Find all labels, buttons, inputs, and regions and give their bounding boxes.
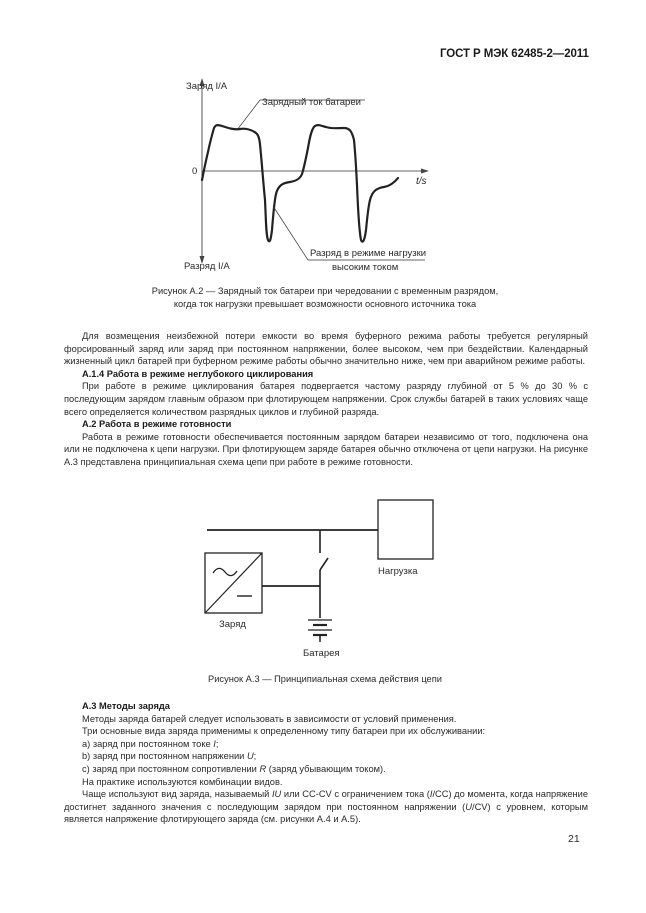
charge-annotation-leader [237, 100, 260, 130]
section-a3-line3: На практике используются комбинации видов. [82, 776, 283, 787]
section-a3 [64, 700, 588, 826]
list-item-b-suffix: ; [253, 751, 257, 762]
list-item-c [64, 763, 588, 776]
iu-text-4: /CV) с уровнем, которым является напряжение флотирующего заряда (см. рисунки А.4 и А.5). [64, 801, 588, 825]
list-item-c-text: c) заряд при постоянном сопротивлении [82, 763, 260, 774]
load-box [378, 500, 433, 559]
list-item-a-suffix: ; [215, 738, 219, 749]
figure-a2-caption [70, 285, 580, 311]
ac-sine-icon [213, 568, 237, 575]
iu-text-1: Чаще используют вид заряда, называемый [82, 789, 272, 800]
figure-a3-caption: Рисунок А.3 — Принципиальная схема действия цепи [208, 674, 442, 684]
list-item-b [64, 750, 588, 763]
figure-a3-circuit-diagram [195, 490, 455, 660]
paragraph-standby-mode: Работа в режиме готовности обеспечивается постоянным зарядом батареи независимо от того, подключена она или не подключена к цепи нагрузки. При флотирующем заряде батарея обычно отключена от цепи нагрузки. На рисунке А.3 представлена принципиальная схема цепи при работе в режиме готовности. [64, 431, 588, 467]
switch-blade [320, 558, 328, 570]
battery-current-curve [202, 125, 398, 242]
heading-a3: А.3 Методы заряда [82, 701, 170, 711]
paragraph-buffer-mode: Для возмещения неизбежной потери емкости во время буферного режима работы требуется регулярный форсированный заряд или заряд при постоянном напряжении, более высоком, чем при бездействии. Календарный жизненный цикл батарей при буферном режиме работы обычно значительно ниже, чем при аварийном режиме работы. [64, 331, 588, 367]
figure-a2-caption-line1: Рисунок А.2 — Зарядный ток батареи при чередовании с временным разрядом, [151, 286, 499, 296]
heading-a14: А.1.4 Работа в режиме неглубокого циклирования [82, 368, 314, 379]
discharge-annotation-line2: высоким током [332, 262, 399, 273]
heading-a2: А.2 Работа в режиме готовности [82, 419, 232, 430]
paragraph-iu-charging [64, 788, 588, 826]
figure-a2-charge-discharge-graph [180, 70, 450, 282]
charger-label: Заряд [219, 619, 246, 630]
list-item-c-var: R [259, 763, 267, 774]
charger-diagonal [205, 553, 262, 613]
list-item-b-var: U [246, 751, 254, 762]
charge-annotation-label: Зарядный ток батареи [262, 97, 361, 108]
list-item-a [64, 738, 588, 751]
zero-label: 0 [192, 166, 198, 177]
y-axis-top-label: Заряд I/A [186, 81, 228, 92]
x-axis-label: t/s [416, 176, 427, 187]
paragraph-shallow-cycling: При работе в режиме циклирования батарея подвергается частому разряду глубиной от 5 % до 30 % с последующим зарядом главным образом при флотирующем напряжении. Срок службы батарей в таких условиях чаще всего определяется количеством разрядных циклов и глубиной разряда. [64, 381, 588, 417]
section-a3-line1: Методы заряда батарей следует использовать в зависимости от условий применения. [82, 713, 457, 724]
u-var: U [465, 801, 472, 812]
list-item-a-var: I [213, 738, 216, 749]
list-item-a-text: a) заряд при постоянном токе [82, 738, 214, 749]
discharge-annotation-line1: Разряд в режиме нагрузки [310, 248, 427, 259]
y-axis-bottom-label: Разряд I/A [184, 261, 230, 272]
figure-a2-caption-line2: когда ток нагрузки превышает возможности основного источника тока [173, 299, 477, 309]
section-a3-line2: Три основные вида заряда применимы к определенному типу батареи при их обслуживании: [82, 726, 486, 737]
battery-label: Батарея [303, 648, 340, 659]
iu-var: IU [271, 789, 282, 800]
load-label: Нагрузка [378, 566, 418, 577]
list-item-b-text: b) заряд при постоянном напряжении [82, 751, 247, 762]
list-item-c-suffix: (заряд убывающим током). [266, 763, 386, 774]
body-text-block [64, 330, 588, 469]
x-axis-arrow-icon [421, 169, 429, 174]
document-standard-header: ГОСТ Р МЭК 62485-2—2011 [440, 48, 589, 60]
iu-text-2: или CC-CV с ограничением тока ( [281, 789, 430, 800]
page-number: 21 [568, 833, 580, 845]
discharge-annotation-leader [273, 206, 308, 260]
i-var: I [429, 789, 433, 800]
iu-text-3: /CC) до момента, когда напряжение достигнет заданного значения с последующим зарядом при постоянном напряжении ( [64, 789, 588, 812]
